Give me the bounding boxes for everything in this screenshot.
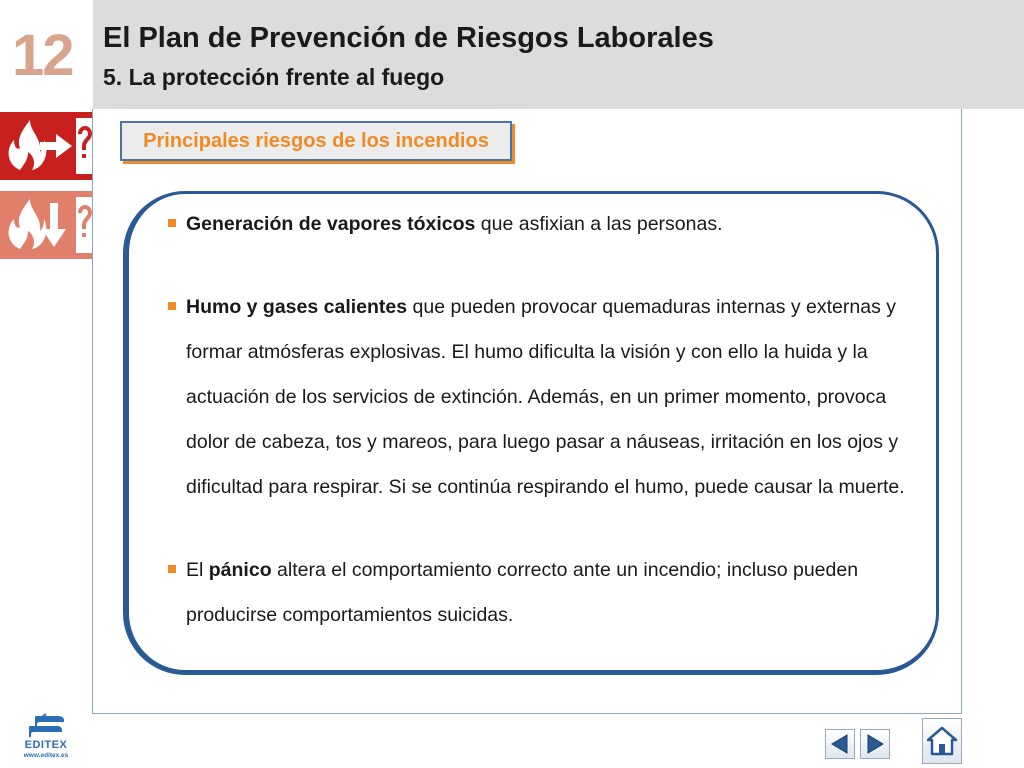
bullet-bold-text: Generación de vapores tóxicos bbox=[186, 213, 476, 235]
bullet-text: que asfixian a las personas. bbox=[475, 213, 723, 235]
unit-number: 12 bbox=[12, 23, 73, 88]
fire-exit-right-sign-icon bbox=[0, 112, 92, 180]
bullet-text: altera el comportamiento correcto ante un incendio; incluso pueden producirse comportamientos suicidas. bbox=[186, 559, 859, 626]
bullet-bold-text: Humo y gases calientes bbox=[186, 296, 408, 318]
bullet-square-icon bbox=[168, 302, 176, 310]
bullet-item bbox=[166, 202, 906, 247]
section-tag: Principales riesgos de los incendios bbox=[120, 121, 512, 161]
triangle-right-icon bbox=[864, 733, 886, 755]
triangle-left-icon bbox=[829, 733, 851, 755]
bullet-text: que pueden provocar quemaduras internas y externas y formar atmósferas explosivas. El humo dificulta la visión y con ello la huida y la actuación de los servicios de extinción. Además, en un primer momento, provoca dolor de cabeza, tos y mareos, para luego pasar a náuseas, irritación en los ojos y dificultad para respirar. Si se continúa respirando el humo, puede causar la muerte. bbox=[186, 296, 905, 498]
editex-url: www.editex.es bbox=[23, 752, 69, 759]
bullet-list bbox=[166, 202, 906, 638]
bullet-item bbox=[166, 285, 906, 510]
bullet-pre-text: El bbox=[186, 559, 209, 581]
bullet-square-icon bbox=[168, 219, 176, 227]
page-subtitle: 5. La protección frente al fuego bbox=[103, 64, 445, 90]
bullet-item bbox=[166, 548, 906, 638]
previous-button[interactable] bbox=[825, 729, 855, 759]
page-title: El Plan de Prevención de Riesgos Laborales bbox=[103, 22, 714, 54]
next-button[interactable] bbox=[860, 729, 890, 759]
home-icon bbox=[926, 725, 958, 757]
fire-exit-down-sign-icon bbox=[0, 191, 92, 259]
home-button[interactable] bbox=[922, 718, 962, 764]
bullet-bold-text: pánico bbox=[208, 559, 272, 581]
editex-brand: EDITEX bbox=[24, 739, 68, 751]
bullet-square-icon bbox=[168, 565, 176, 573]
